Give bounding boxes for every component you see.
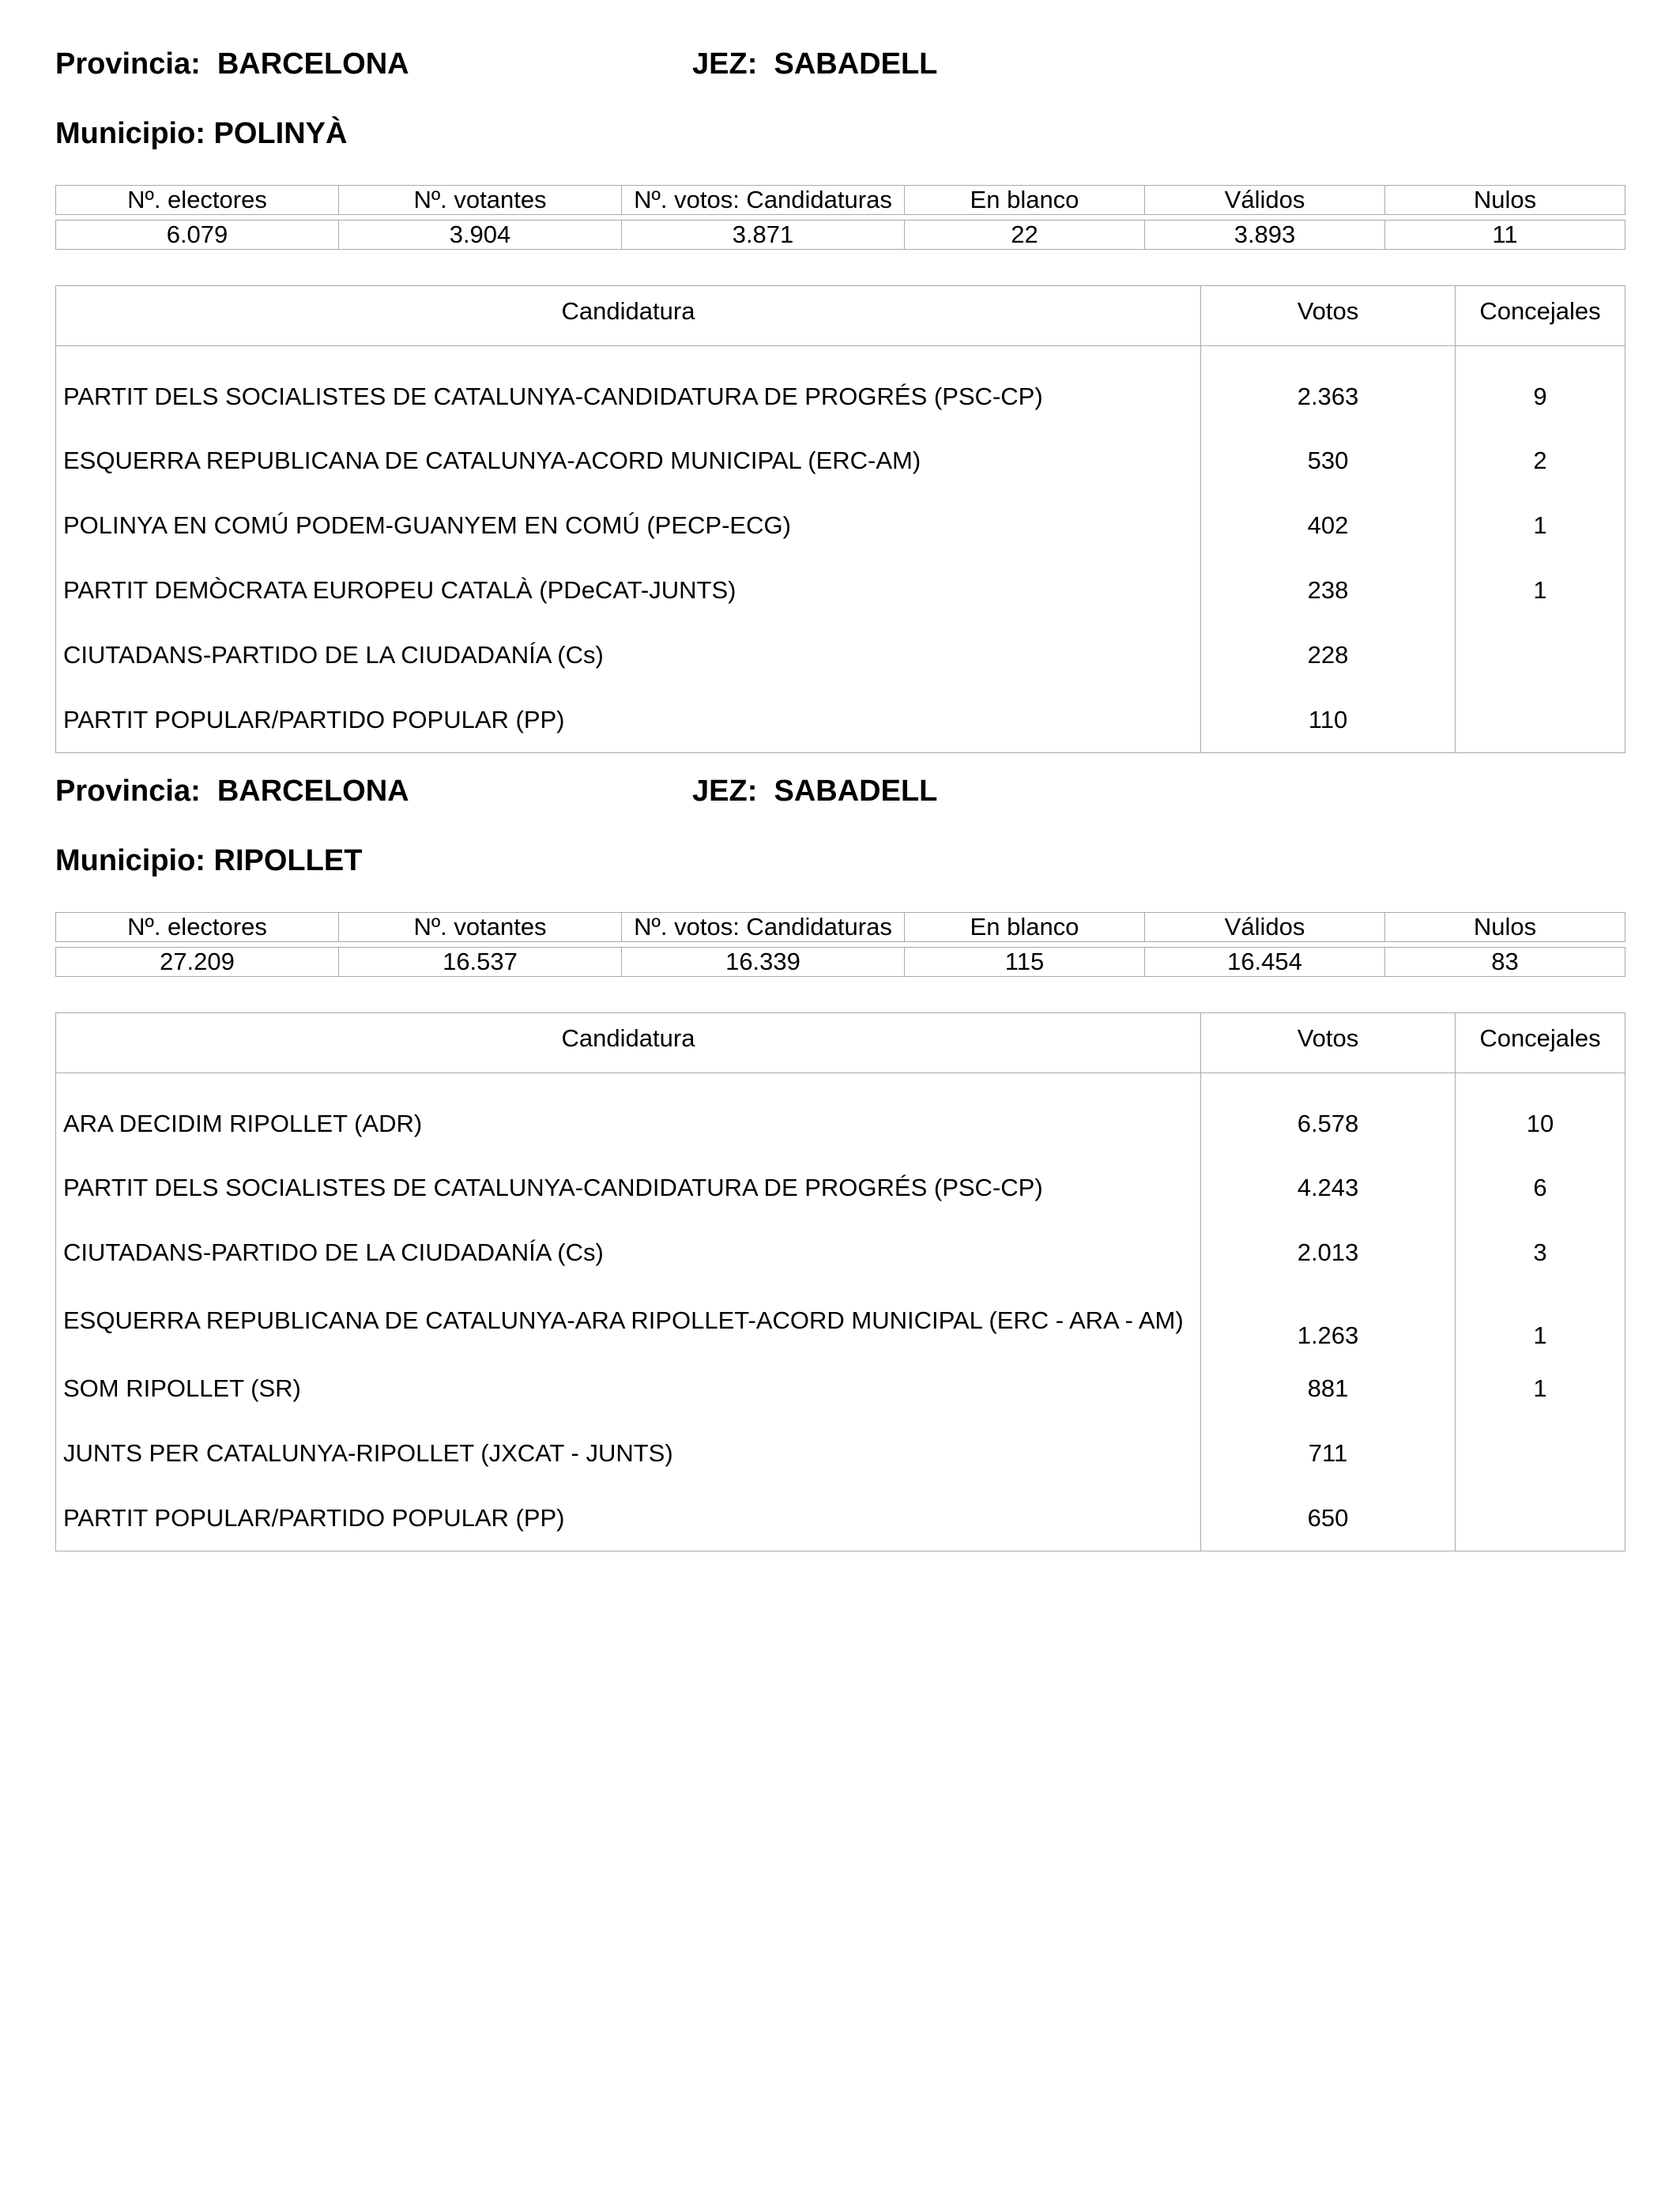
candidatura-name: SOM RIPOLLET (SR): [56, 1356, 1201, 1421]
candidatura-name: ESQUERRA REPUBLICANA DE CATALUNYA-ARA RIPOLLET-ACORD MUNICIPAL (ERC - ARA - AM): [56, 1285, 1201, 1356]
candidatura-votos: 530: [1201, 428, 1456, 493]
municipio-value: POLINYÀ: [213, 117, 348, 150]
candidatura-votos: 2.363: [1201, 346, 1456, 429]
summary-header-row: [56, 186, 1625, 215]
jez-label: JEZ:: [692, 775, 758, 808]
municipio-value: RIPOLLET: [213, 844, 363, 877]
jez-heading: [692, 775, 937, 809]
value-en-blanco: 22: [905, 221, 1145, 250]
provincia-heading: [55, 775, 409, 809]
value-electores: 27.209: [56, 948, 339, 977]
table-row: [56, 346, 1625, 429]
candidatura-name: POLINYA EN COMÚ PODEM-GUANYEM EN COMÚ (PECP-ECG): [56, 493, 1201, 558]
candidatura-votos: 4.243: [1201, 1155, 1456, 1220]
candidatura-name: ESQUERRA REPUBLICANA DE CATALUNYA-ACORD MUNICIPAL (ERC-AM): [56, 428, 1201, 493]
jez-value: SABADELL: [774, 775, 938, 808]
candidaturas-table: [55, 1012, 1625, 1551]
value-nulos: 11: [1385, 221, 1625, 250]
value-votantes: 16.537: [339, 948, 622, 977]
table-row: [56, 1285, 1625, 1356]
value-electores: 6.079: [56, 221, 339, 250]
candidatura-name: JUNTS PER CATALUNYA-RIPOLLET (JXCAT - JUNTS): [56, 1421, 1201, 1486]
table-row: [56, 428, 1625, 493]
header-en-blanco: En blanco: [905, 186, 1145, 215]
candidatura-name: PARTIT DELS SOCIALISTES DE CATALUNYA-CANDIDATURA DE PROGRÉS (PSC-CP): [56, 1155, 1201, 1220]
section-header: [55, 775, 1625, 819]
summary-table: [55, 185, 1625, 250]
provincia-value: BARCELONA: [217, 47, 409, 81]
candidatura-votos: 238: [1201, 558, 1456, 623]
value-validos: 16.454: [1145, 948, 1385, 977]
candidatura-name: PARTIT POPULAR/PARTIDO POPULAR (PP): [56, 1486, 1201, 1551]
header-concejales: Concejales: [1456, 1013, 1625, 1073]
header-votos-candidaturas: Nº. votos: Candidaturas: [622, 913, 905, 942]
candidatura-concejales: 3: [1456, 1220, 1625, 1285]
candidatura-votos: 2.013: [1201, 1220, 1456, 1285]
header-candidatura: Candidatura: [56, 1013, 1201, 1073]
candidatura-concejales: [1456, 1421, 1625, 1486]
jez-value: SABADELL: [774, 47, 938, 81]
provincia-label: Provincia:: [55, 775, 201, 808]
municipio-label: Municipio:: [55, 117, 205, 150]
candidatura-concejales: 1: [1456, 1356, 1625, 1421]
municipality-section-polinya: [55, 47, 1625, 753]
header-validos: Válidos: [1145, 186, 1385, 215]
candidatura-name: ARA DECIDIM RIPOLLET (ADR): [56, 1073, 1201, 1156]
header-votantes: Nº. votantes: [339, 186, 622, 215]
provincia-value: BARCELONA: [217, 775, 409, 808]
header-votos: Votos: [1201, 1013, 1456, 1073]
value-votos-candidaturas: 16.339: [622, 948, 905, 977]
table-row: [56, 1155, 1625, 1220]
header-votantes: Nº. votantes: [339, 913, 622, 942]
value-votantes: 3.904: [339, 221, 622, 250]
candidatura-concejales: 10: [1456, 1073, 1625, 1156]
section-header: [55, 47, 1625, 92]
summary-header-row: [56, 913, 1625, 942]
summary-table: [55, 912, 1625, 977]
candidatura-concejales: 1: [1456, 558, 1625, 623]
candidatura-name: PARTIT DELS SOCIALISTES DE CATALUNYA-CANDIDATURA DE PROGRÉS (PSC-CP): [56, 346, 1201, 429]
header-validos: Válidos: [1145, 913, 1385, 942]
header-candidatura: Candidatura: [56, 286, 1201, 346]
candidatura-votos: 711: [1201, 1421, 1456, 1486]
value-validos: 3.893: [1145, 221, 1385, 250]
table-row: [56, 1073, 1625, 1156]
header-electores: Nº. electores: [56, 913, 339, 942]
header-votos-candidaturas: Nº. votos: Candidaturas: [622, 186, 905, 215]
candidatura-votos: 402: [1201, 493, 1456, 558]
provincia-heading: [55, 47, 409, 81]
candidaturas-header-row: [56, 1013, 1625, 1073]
value-en-blanco: 115: [905, 948, 1145, 977]
table-row: [56, 1486, 1625, 1551]
municipio-heading: [55, 844, 1625, 888]
candidatura-concejales: 6: [1456, 1155, 1625, 1220]
summary-values-row: [56, 948, 1625, 977]
candidatura-name: PARTIT POPULAR/PARTIDO POPULAR (PP): [56, 688, 1201, 753]
candidatura-name: CIUTADANS-PARTIDO DE LA CIUDADANÍA (Cs): [56, 1220, 1201, 1285]
candidatura-concejales: 1: [1456, 493, 1625, 558]
municipio-label: Municipio:: [55, 844, 205, 877]
candidatura-votos: 6.578: [1201, 1073, 1456, 1156]
candidatura-concejales: 1: [1456, 1285, 1625, 1356]
header-electores: Nº. electores: [56, 186, 339, 215]
candidatura-votos: 228: [1201, 623, 1456, 688]
candidatura-name: CIUTADANS-PARTIDO DE LA CIUDADANÍA (Cs): [56, 623, 1201, 688]
candidatura-votos: 881: [1201, 1356, 1456, 1421]
header-nulos: Nulos: [1385, 913, 1625, 942]
table-row: [56, 1356, 1625, 1421]
candidaturas-header-row: [56, 286, 1625, 346]
header-concejales: Concejales: [1456, 286, 1625, 346]
candidatura-votos: 650: [1201, 1486, 1456, 1551]
candidatura-concejales: [1456, 688, 1625, 753]
candidatura-concejales: [1456, 623, 1625, 688]
provincia-label: Provincia:: [55, 47, 201, 81]
table-row: [56, 1421, 1625, 1486]
candidatura-votos: 1.263: [1201, 1285, 1456, 1356]
candidaturas-table: [55, 285, 1625, 753]
municipio-heading: [55, 117, 1625, 161]
header-en-blanco: En blanco: [905, 913, 1145, 942]
table-row: [56, 558, 1625, 623]
candidatura-concejales: [1456, 1486, 1625, 1551]
header-nulos: Nulos: [1385, 186, 1625, 215]
jez-heading: [692, 47, 937, 81]
candidatura-concejales: 9: [1456, 346, 1625, 429]
table-row: [56, 623, 1625, 688]
header-votos: Votos: [1201, 286, 1456, 346]
summary-values-row: [56, 221, 1625, 250]
candidatura-votos: 110: [1201, 688, 1456, 753]
value-votos-candidaturas: 3.871: [622, 221, 905, 250]
municipality-section-ripollet: [55, 775, 1625, 1551]
candidatura-concejales: 2: [1456, 428, 1625, 493]
table-row: [56, 688, 1625, 753]
table-row: [56, 493, 1625, 558]
value-nulos: 83: [1385, 948, 1625, 977]
candidatura-name: PARTIT DEMÒCRATA EUROPEU CATALÀ (PDeCAT-JUNTS): [56, 558, 1201, 623]
jez-label: JEZ:: [692, 47, 758, 81]
table-row: [56, 1220, 1625, 1285]
